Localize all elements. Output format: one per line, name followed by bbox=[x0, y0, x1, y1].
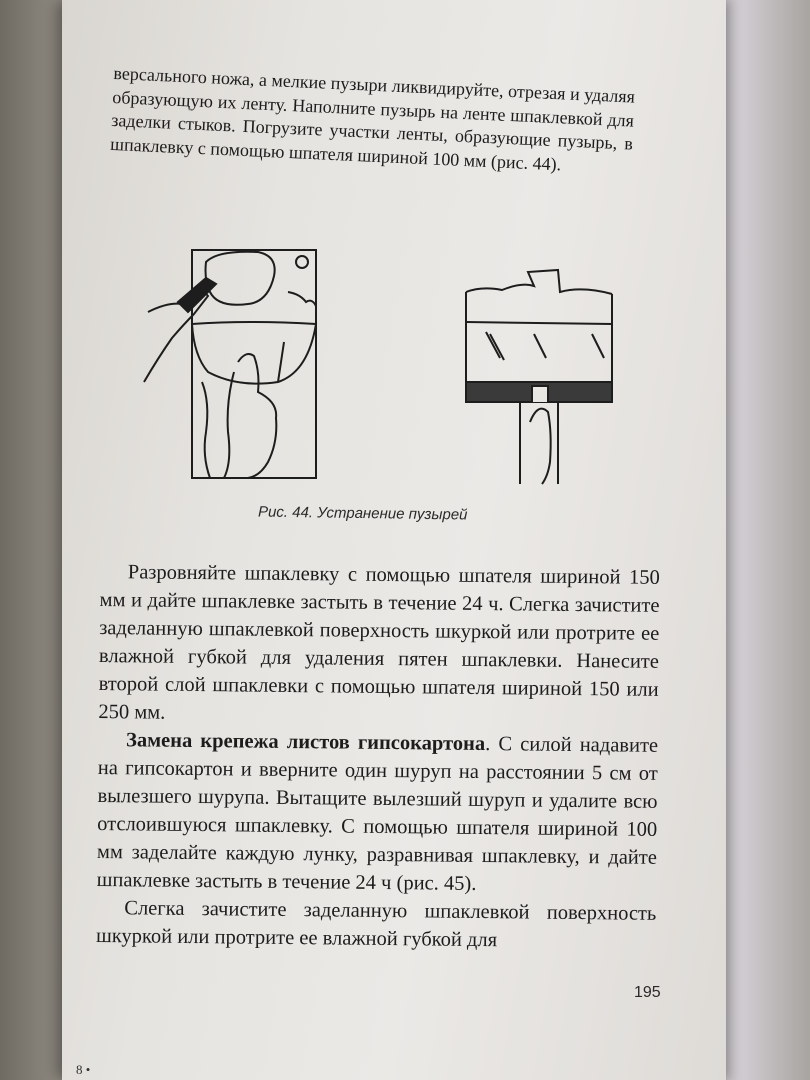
corner-mark: 8 • bbox=[76, 1062, 91, 1077]
paragraph-2-heading: Замена крепежа листов гипсокартона bbox=[125, 729, 486, 756]
figure-44-right-illustration bbox=[462, 262, 618, 488]
paragraph-3: Слегка зачистите заделанную шпаклевкой поверхность шкуркой или протрите ее влажной губкой для bbox=[95, 897, 657, 952]
main-text-block bbox=[96, 558, 660, 956]
figure-caption: Рис. 44. Устранение пузырей bbox=[257, 503, 468, 524]
page-number: 195 bbox=[634, 984, 661, 1001]
paragraph-2-heading-punct: . bbox=[485, 733, 491, 756]
figure-44-left-illustration bbox=[128, 232, 330, 484]
paragraph-2-body: С силой надавите на гипсокартон и вверните один шуруп на расстоянии 5 см от вылезшего шурупа. Вытащите вылезший шуруп и удалите всю отслоившуюся шпаклевку. С помощью шпателя шириной 100 мм заделайте каждую лунку, разравнивая шпаклевку, и дайте шпаклевке застыть в течение 24 ч (рис. 45). bbox=[96, 733, 659, 895]
top-paragraph: версального ножа, а мелкие пузыри ликвидируйте, отрезая и удаляя образующую их ленту. Наполните пузырь на ленте шпаклевкой для заделки стыков. Погрузите участки ленты, образующие пузырь, в шпаклевку с помощью шпателя шириной 100 мм (рис. 44). bbox=[109, 62, 636, 174]
paragraph-1: Разровняйте шпаклевку с помощью шпателя шириной 150 мм и дайте шпаклевке застыть в течение 24 ч. Слегка зачистите заделанную шпаклевкой поверхность шкуркой или протрите ее влажной губкой для удаления пятен шпаклевки. Нанесите второй слой шпаклевки с помощью шпателя шириной 150 или 250 мм. bbox=[98, 561, 660, 724]
paragraph-2 bbox=[96, 726, 658, 900]
